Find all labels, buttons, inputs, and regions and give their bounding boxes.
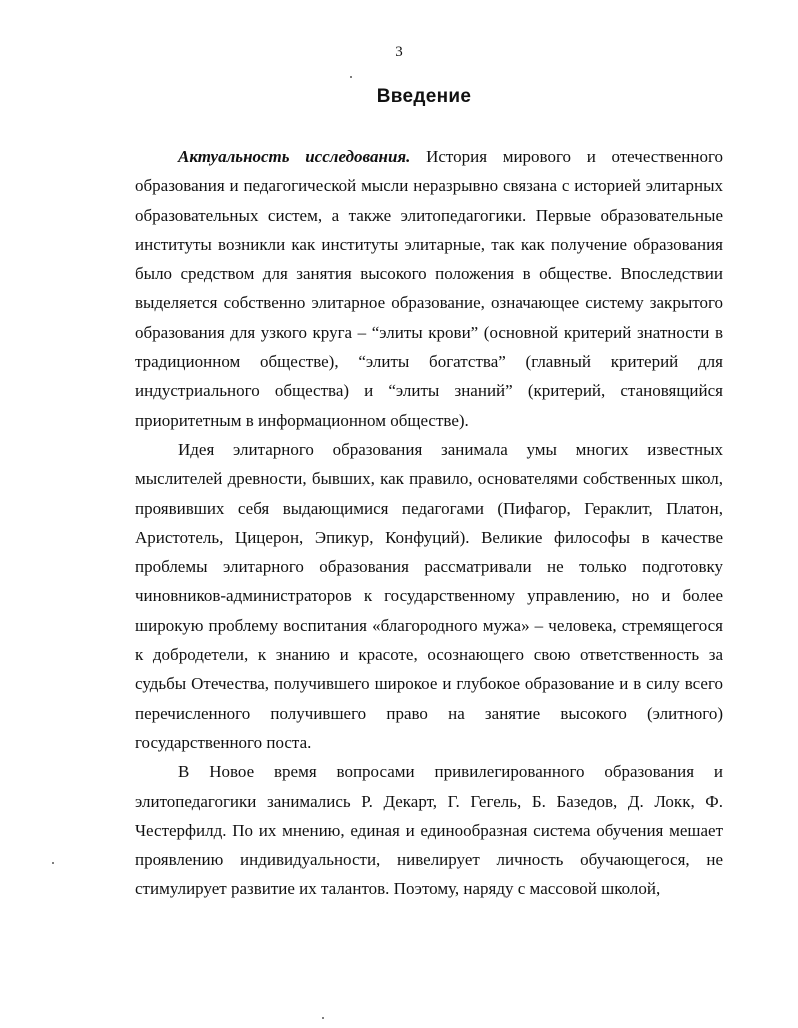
page-title: Введение [376, 86, 472, 107]
scan-speck [350, 76, 352, 78]
page-number: 3 [395, 44, 403, 60]
paragraph-text: История мирового и отечественного образования и педагогической мысли неразрывно связана с историей элитарных образовательных систем, а также элитопедагогики. Первые образовательные институты возникли как институты элитарные, так как получение образования было средством для занятия высокого положения в обществе. Впоследствии выделяется собственно элитарное образование, означающее систему закрытого образования для узкого круга – “элиты крови” (основной критерий знатности в традиционном обществе), “элиты богатства” (главный критерий для индустриального общества) и “элиты знаний” (критерий, становящийся приоритетным в информационном обществе). [135, 147, 723, 430]
body-text [135, 142, 723, 904]
paragraph-relevance [135, 142, 723, 435]
paragraph-modern-era [135, 757, 723, 903]
paragraph-lead: Актуальность исследования. [178, 147, 411, 166]
paragraph-ancient-thinkers [135, 435, 723, 757]
scan-speck [322, 1017, 324, 1019]
paragraph-text: В Новое время вопросами привилегированного образования и элитопедагогики занимались Р. Декарт, Г. Гегель, Б. Базедов, Д. Локк, Ф. Честерфилд. По их мнению, единая и единообразная система обучения мешает проявлению индивидуальности, нивелирует личность обучающегося, не стимулирует развитие их талантов. Поэтому, наряду с массовой школой, [135, 762, 723, 899]
paragraph-text: Идея элитарного образования занимала умы многих известных мыслителей древности, бывших, как правило, основателями собственных школ, проявивших себя выдающимися педагогами (Пифагор, Гераклит, Платон, Аристотель, Цицерон, Эпикур, Конфуций). Великие философы в качестве проблемы элитарного образования рассматривали не только подготовку чиновников-администраторов к государственному управлению, но и более широкую проблему воспитания «благородного мужа» – человека, стремящегося к добродетели, к знанию и красоте, осознающего свою ответственность за судьбы Отечества, получившего широкое и глубокое образование и в силу всего перечисленного получившего право на занятие высокого (элитного) государственного поста. [135, 439, 723, 752]
scan-speck [52, 862, 54, 864]
